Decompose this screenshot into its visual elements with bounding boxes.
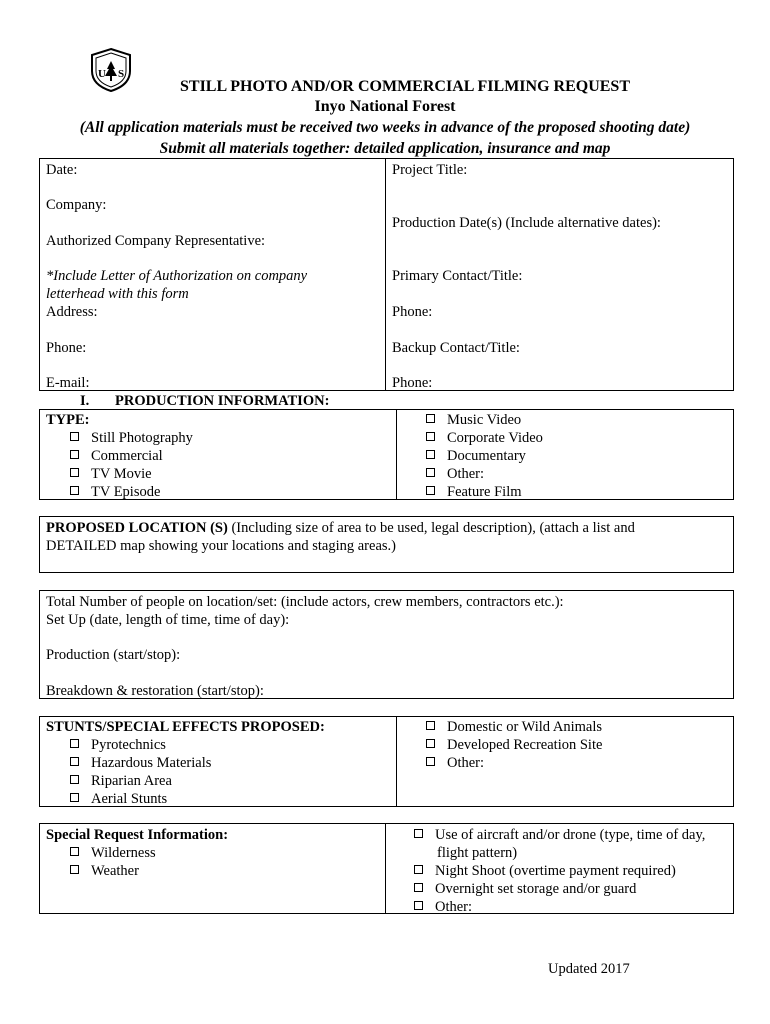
address-field-label[interactable]: Address:: [46, 304, 98, 320]
production-dates-label[interactable]: Production Date(s) (Include alternative dates):: [392, 215, 661, 231]
stunt-option[interactable]: Aerial Stunts: [70, 790, 211, 808]
stunt-option[interactable]: Pyrotechnics: [70, 736, 211, 754]
deadline-notice: (All application materials must be received two weeks in advance of the proposed shooting date): [79, 119, 691, 136]
stunt-option[interactable]: Other:: [426, 754, 602, 772]
special-divider: [385, 823, 386, 914]
checkbox-icon[interactable]: [426, 721, 435, 730]
special-option[interactable]: Weather: [70, 862, 156, 880]
section-number: I.: [80, 393, 90, 409]
type-option[interactable]: Other:: [426, 465, 543, 483]
project-title-label[interactable]: Project Title:: [392, 162, 468, 178]
type-list-left: [70, 429, 193, 501]
company-field-label[interactable]: Company:: [46, 197, 107, 213]
total-people-label[interactable]: Total Number of people on location/set: (include actors, crew members, contractors etc.):: [46, 594, 564, 610]
checkbox-icon[interactable]: [70, 432, 79, 441]
checkbox-icon[interactable]: [70, 450, 79, 459]
primary-contact-label[interactable]: Primary Contact/Title:: [392, 268, 523, 284]
checkbox-icon[interactable]: [414, 883, 423, 892]
stunt-option[interactable]: Riparian Area: [70, 772, 211, 790]
checkbox-icon[interactable]: [426, 450, 435, 459]
type-option[interactable]: TV Episode: [70, 483, 193, 501]
checkbox-icon[interactable]: [414, 901, 423, 910]
stunts-divider: [396, 716, 397, 807]
production-startstop-label[interactable]: Production (start/stop):: [46, 647, 181, 663]
special-list-right: [414, 862, 676, 916]
checkbox-icon[interactable]: [426, 739, 435, 748]
form-title: STILL PHOTO AND/OR COMMERCIAL FILMING REQUEST: [180, 78, 630, 95]
checkbox-icon[interactable]: [70, 468, 79, 477]
letter-note-line1: *Include Letter of Authorization on company: [46, 268, 308, 284]
checkbox-icon[interactable]: [70, 847, 79, 856]
checkbox-icon[interactable]: [70, 486, 79, 495]
stunts-heading: STUNTS/SPECIAL EFFECTS PROPOSED:: [46, 719, 325, 735]
usfs-shield-logo: [88, 47, 134, 93]
checkbox-icon[interactable]: [70, 739, 79, 748]
submit-notice: Submit all materials together: detailed application, insurance and map: [159, 140, 611, 157]
updated-date: Updated 2017: [548, 961, 630, 977]
stunts-list-right: [426, 718, 602, 772]
stunt-option[interactable]: Domestic or Wild Animals: [426, 718, 602, 736]
contact-divider: [385, 158, 386, 391]
stunt-option[interactable]: Hazardous Materials: [70, 754, 211, 772]
stunts-list-left: [70, 736, 211, 808]
special-option-aircraft[interactable]: Use of aircraft and/or drone (type, time of day,: [414, 826, 705, 844]
type-list-right: [426, 411, 543, 501]
special-option-aircraft-cont: flight pattern): [437, 845, 518, 861]
checkbox-icon[interactable]: [426, 468, 435, 477]
type-option[interactable]: Commercial: [70, 447, 193, 465]
checkbox-icon[interactable]: [414, 829, 423, 838]
forest-name: Inyo National Forest: [314, 98, 456, 115]
phone-field-label[interactable]: Phone:: [46, 340, 87, 356]
checkbox-icon[interactable]: [414, 865, 423, 874]
location-line1: PROPOSED LOCATION (S) (Including size of area to be used, legal description), (attach a list and: [46, 520, 635, 536]
svg-text:U: U: [98, 68, 106, 80]
date-field-label[interactable]: Date:: [46, 162, 78, 178]
breakdown-label[interactable]: Breakdown & restoration (start/stop):: [46, 683, 264, 699]
checkbox-icon[interactable]: [70, 757, 79, 766]
section-title: PRODUCTION INFORMATION:: [115, 393, 330, 409]
type-option[interactable]: Documentary: [426, 447, 543, 465]
backup-contact-label[interactable]: Backup Contact/Title:: [392, 340, 520, 356]
type-option[interactable]: Corporate Video: [426, 429, 543, 447]
backup-phone-label[interactable]: Phone:: [392, 375, 433, 391]
svg-text:S: S: [118, 68, 125, 80]
checkbox-icon[interactable]: [426, 432, 435, 441]
checkbox-icon[interactable]: [70, 775, 79, 784]
checkbox-icon[interactable]: [426, 757, 435, 766]
type-option[interactable]: Music Video: [426, 411, 543, 429]
type-divider: [396, 409, 397, 500]
letter-note-line2: letterhead with this form: [46, 286, 189, 302]
authorized-rep-label[interactable]: Authorized Company Representative:: [46, 233, 266, 249]
stunt-option[interactable]: Developed Recreation Site: [426, 736, 602, 754]
type-option[interactable]: Feature Film: [426, 483, 543, 501]
type-label: TYPE:: [46, 412, 90, 428]
special-option[interactable]: Night Shoot (overtime payment required): [414, 862, 676, 880]
special-list-left: [70, 844, 156, 880]
special-option[interactable]: Overnight set storage and/or guard: [414, 880, 676, 898]
checkbox-icon[interactable]: [70, 865, 79, 874]
type-option[interactable]: TV Movie: [70, 465, 193, 483]
type-option[interactable]: Still Photography: [70, 429, 193, 447]
special-option[interactable]: Other:: [414, 898, 676, 916]
email-field-label[interactable]: E-mail:: [46, 375, 90, 391]
location-line2: DETAILED map showing your locations and staging areas.): [46, 538, 396, 554]
checkbox-icon[interactable]: [70, 793, 79, 802]
primary-phone-label[interactable]: Phone:: [392, 304, 433, 320]
special-heading: Special Request Information:: [46, 827, 229, 843]
setup-label[interactable]: Set Up (date, length of time, time of day):: [46, 612, 290, 628]
special-option[interactable]: Wilderness: [70, 844, 156, 862]
checkbox-icon[interactable]: [426, 486, 435, 495]
checkbox-icon[interactable]: [426, 414, 435, 423]
